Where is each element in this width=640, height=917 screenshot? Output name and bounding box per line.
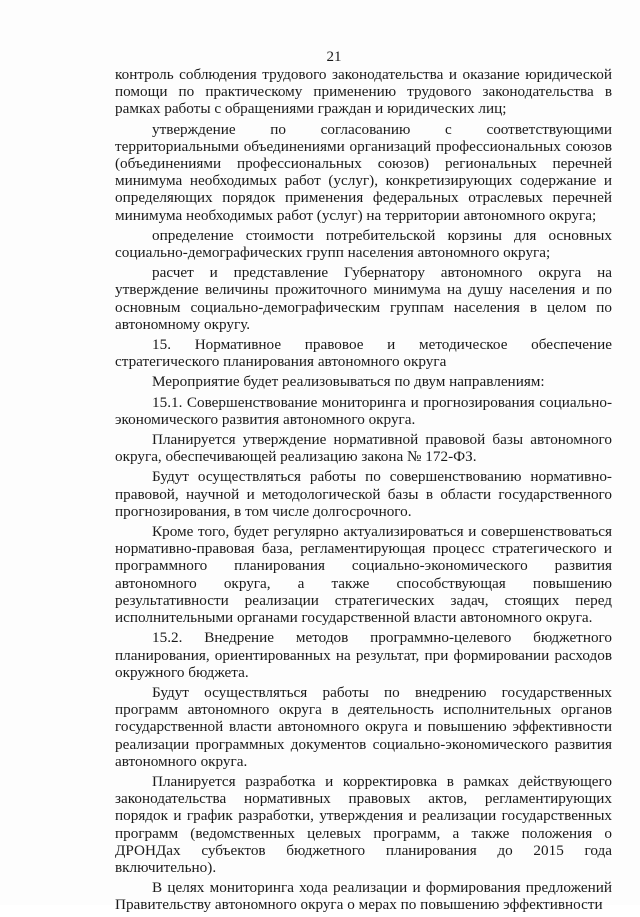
document-body (115, 66, 612, 917)
paragraph: Будут осуществляться работы по совершенствованию нормативно-правовой, научной и методологической базы в области государственного прогнозирования, в том числе долгосрочного. (115, 468, 612, 520)
paragraph: определение стоимости потребительской корзины для основных социально-демографических групп населения автономного округа; (115, 226, 612, 262)
paragraph: Будут осуществляться работы по внедрению государственных программ автономного округа в деятельность исполнительных органов государственной власти автономного округа и повышению эффективности реализации программных документов социально-экономического развития автономного округа. (115, 683, 612, 770)
paragraph: расчет и представление Губернатору автономного округа на утверждение величины прожиточного минимума на душу населения и по основным социально-демографическим группам населения в целом по автономному округу. (115, 264, 612, 333)
paragraph: Планируется утверждение нормативной правовой базы автономного округа, обеспечивающей реализацию закона № 172-ФЗ. (115, 431, 612, 466)
paragraph: В целях мониторинга хода реализации и формирования предложений Правительству автономного округа о мерах по повышению эффективности (115, 879, 612, 914)
paragraph: Кроме того, будет регулярно актуализироваться и совершенствоваться нормативно-правовая база, регламентирующая процесс стратегического и программного планирования социально-экономического развития автономного округа, а также способствующая повышению результативности реализации стратегических задач, стоящих перед исполнительными органами государственной власти автономного округа. (115, 523, 612, 627)
paragraph: 15. Нормативное правовое и методическое обеспечение стратегического планирования автономного округа (115, 336, 612, 371)
paragraph: 15.1. Совершенствование мониторинга и прогнозирования социально-экономического развития автономного округа. (115, 393, 612, 428)
page-number: 21 (326, 49, 342, 65)
paragraph: Планируется разработка и корректировка в рамках действующего законодательства нормативных правовых актов, регламентирующих порядок и график разработки, утверждения и реализации государственных программ (ведомственных целевых программ, а также положения о ДРОНДах субъектов бюджетного планирования до 2015 года включительно). (115, 772, 612, 876)
paragraph: Мероприятие будет реализовываться по двум направлениям: (152, 373, 545, 391)
paragraph: утверждение по согласованию с соответствующими территориальными объединениями организаций профессиональных союзов (объединениями профессиональных союзов) региональных перечней минимума необходимых работ (услуг), конкретизирующих содержание и определяющих порядок применения федеральных отраслевых перечней минимума необходимых работ (услуг) на территории автономного округа; (115, 120, 612, 224)
paragraph: 15.2. Внедрение методов программно-целевого бюджетного планирования, ориентированных на результат, при формировании расходов окружного бюджета. (115, 629, 612, 681)
paragraph: контроль соблюдения трудового законодательства и оказание юридической помощи по практическому применению трудового законодательства в рамках работы с обращениями граждан и юридических лиц; (115, 66, 612, 118)
